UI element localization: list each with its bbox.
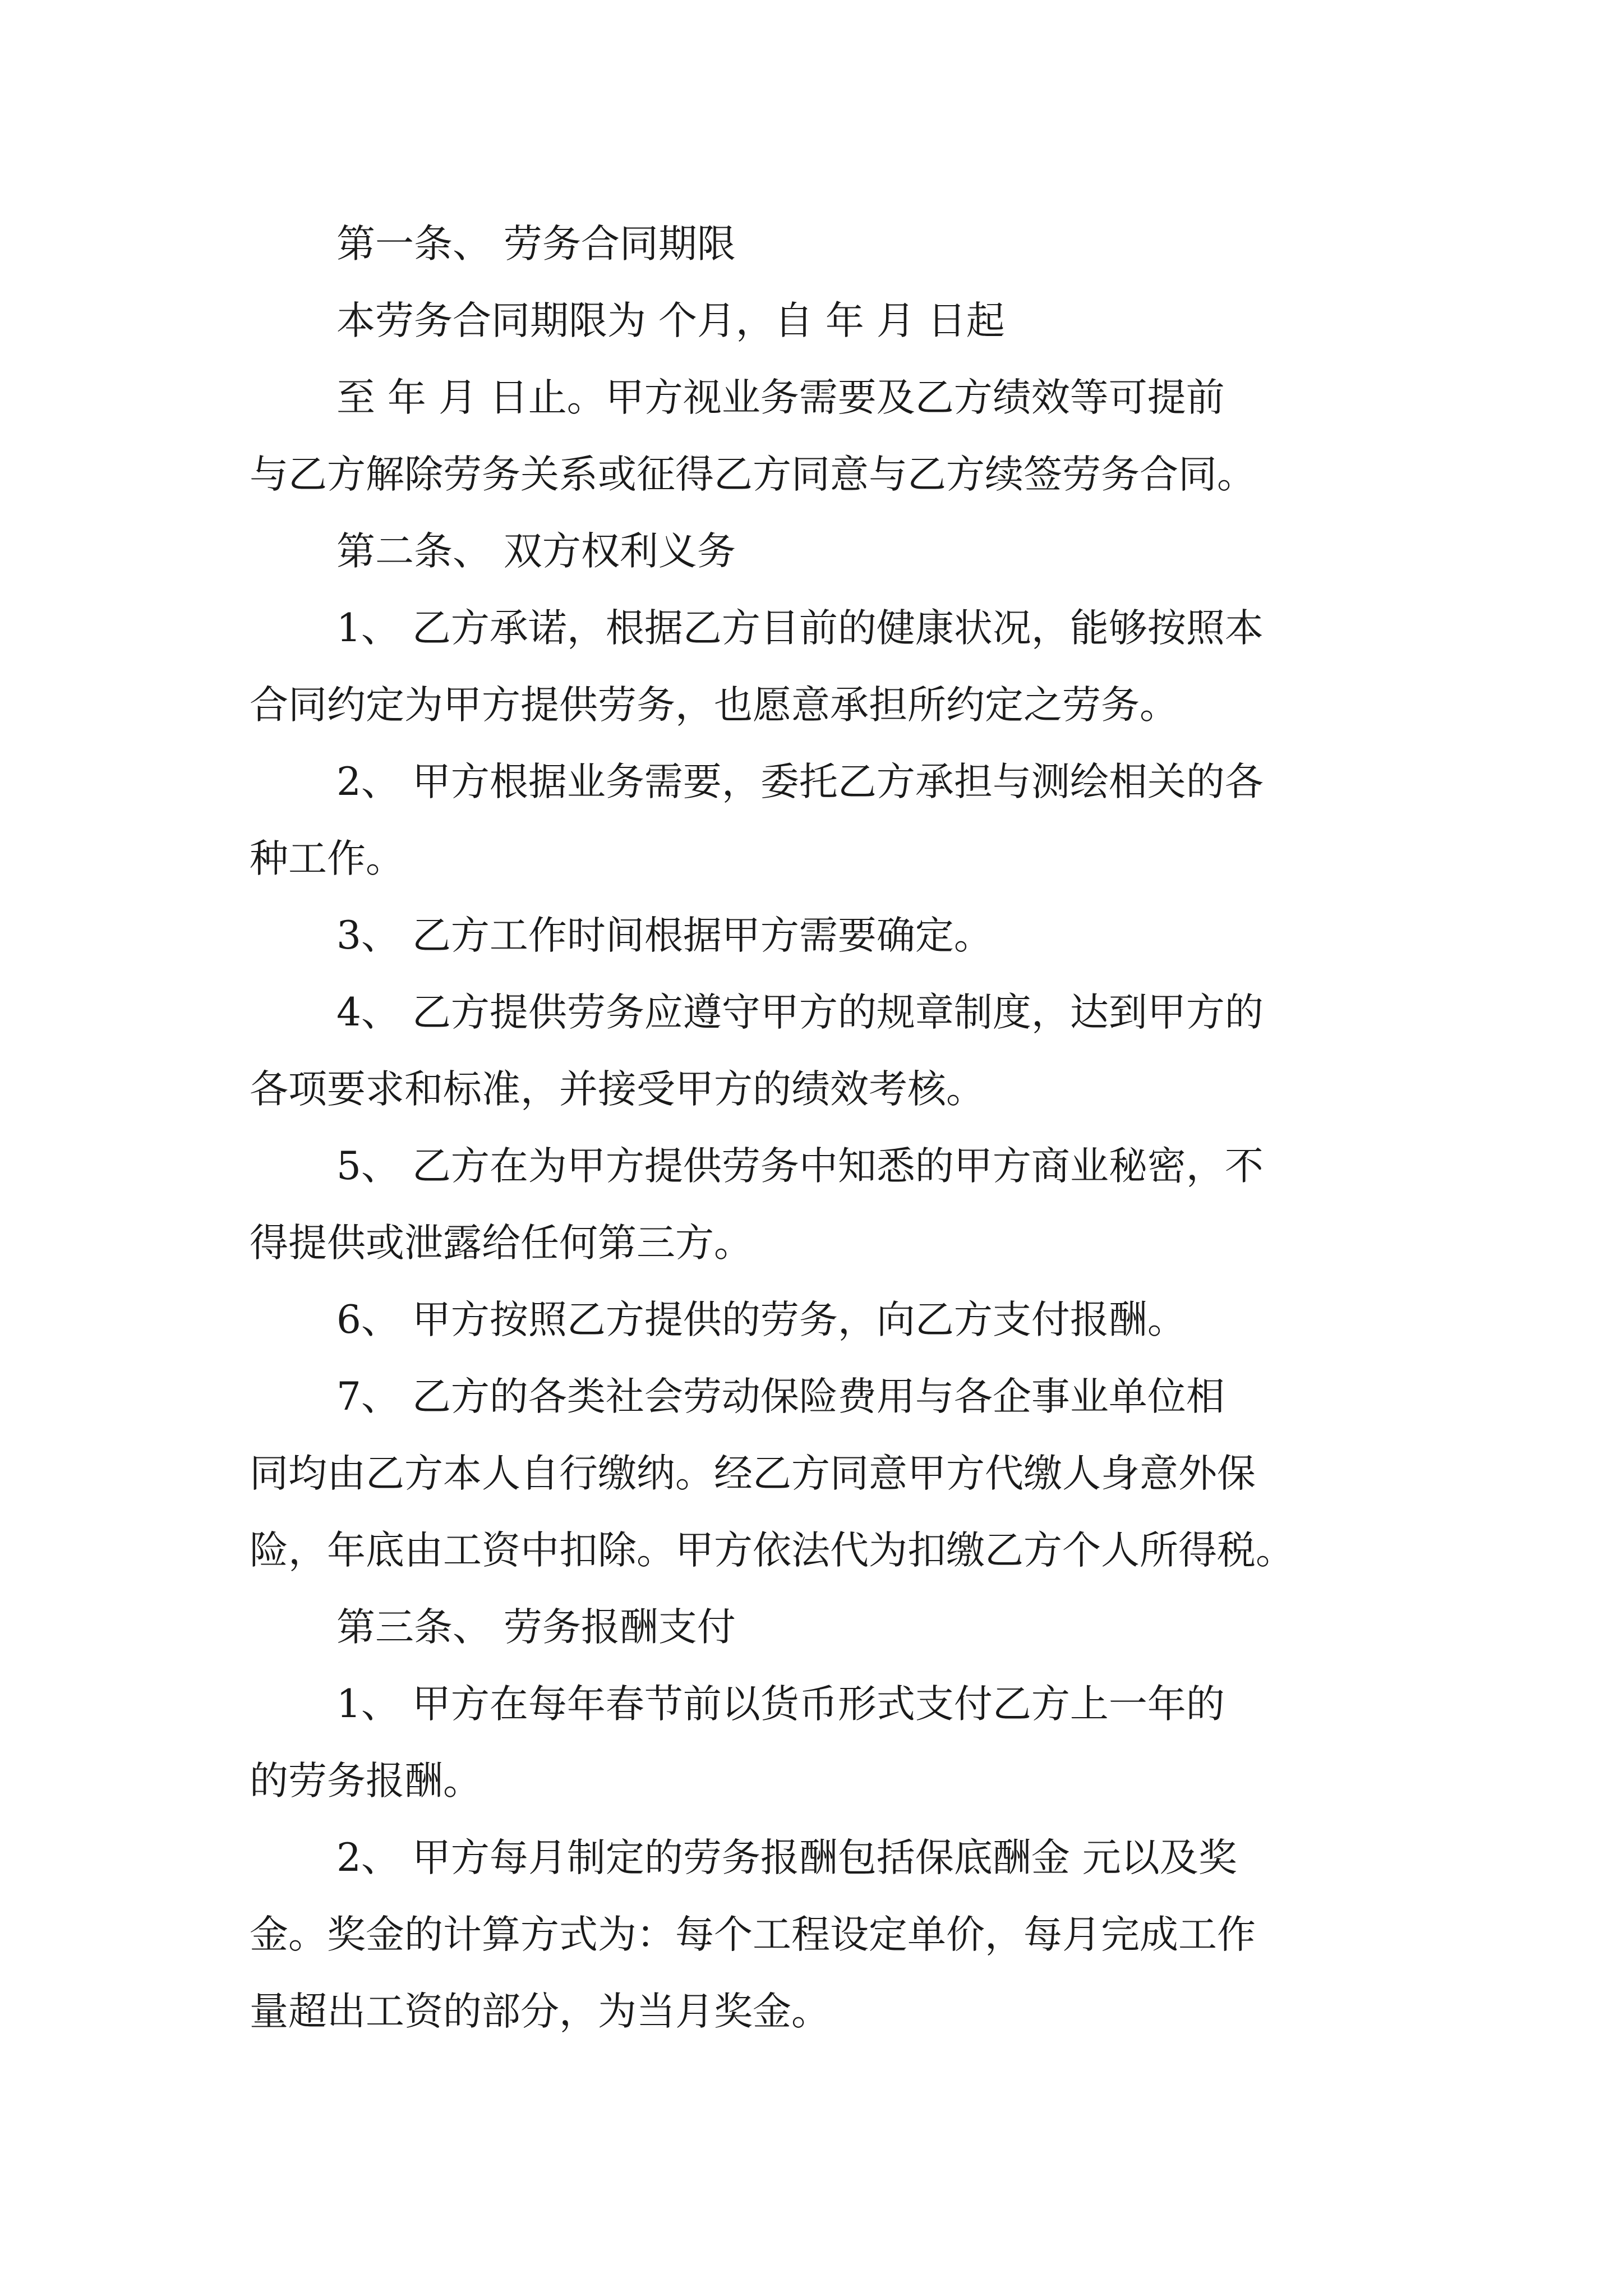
paragraph-line: 5、 乙方在为甲方提供劳务中知悉的甲方商业秘密，不: [336, 1144, 1264, 1189]
paragraph-line: 各项要求和标准，并接受甲方的绩效考核。: [250, 1067, 985, 1112]
paragraph-line: 7、 乙方的各类社会劳动保险费用与各企事业单位相: [336, 1374, 1225, 1419]
paragraph-line: 至 年 月 日止。甲方视业务需要及乙方绩效等可提前: [336, 375, 1225, 420]
paragraph-line: 3、 乙方工作时间根据甲方需要确定。: [336, 913, 993, 958]
paragraph-line: 同均由乙方本人自行缴纳。经乙方同意甲方代缴人身意外保: [250, 1451, 1256, 1496]
paragraph-line: 2、 甲方每月制定的劳务报酬包括保底酬金 元以及奖: [336, 1835, 1237, 1880]
paragraph-line: 得提供或泄露给任何第三方。: [250, 1221, 753, 1266]
article-2-heading: 第二条、 双方权利义务: [336, 529, 736, 574]
article-1-heading: 第一条、 劳务合同期限: [336, 222, 736, 266]
paragraph-line: 险，年底由工资中扣除。甲方依法代为扣缴乙方个人所得税。: [250, 1528, 1294, 1573]
paragraph-line: 量超出工资的部分，为当月奖金。: [250, 1989, 830, 2034]
paragraph-line: 的劳务报酬。: [250, 1759, 482, 1803]
paragraph-line: 种工作。: [250, 836, 404, 881]
article-3-heading: 第三条、 劳务报酬支付: [336, 1605, 736, 1650]
paragraph-line: 2、 甲方根据业务需要，委托乙方承担与测绘相关的各: [336, 760, 1264, 804]
paragraph-line: 1、 乙方承诺，根据乙方目前的健康状况，能够按照本: [336, 606, 1264, 651]
paragraph-line: 本劳务合同期限为 个月，自 年 月 日起: [336, 298, 1005, 343]
paragraph-line: 金。奖金的计算方式为：每个工程设定单价，每月完成工作: [250, 1912, 1256, 1957]
paragraph-line: 4、 乙方提供劳务应遵守甲方的规章制度，达到甲方的: [336, 990, 1264, 1035]
paragraph-line: 6、 甲方按照乙方提供的劳务，向乙方支付报酬。: [336, 1297, 1186, 1342]
paragraph-line: 与乙方解除劳务关系或征得乙方同意与乙方续签劳务合同。: [250, 452, 1256, 497]
paragraph-line: 1、 甲方在每年春节前以货币形式支付乙方上一年的: [336, 1682, 1225, 1727]
paragraph-line: 合同约定为甲方提供劳务，也愿意承担所约定之劳务。: [250, 683, 1178, 728]
